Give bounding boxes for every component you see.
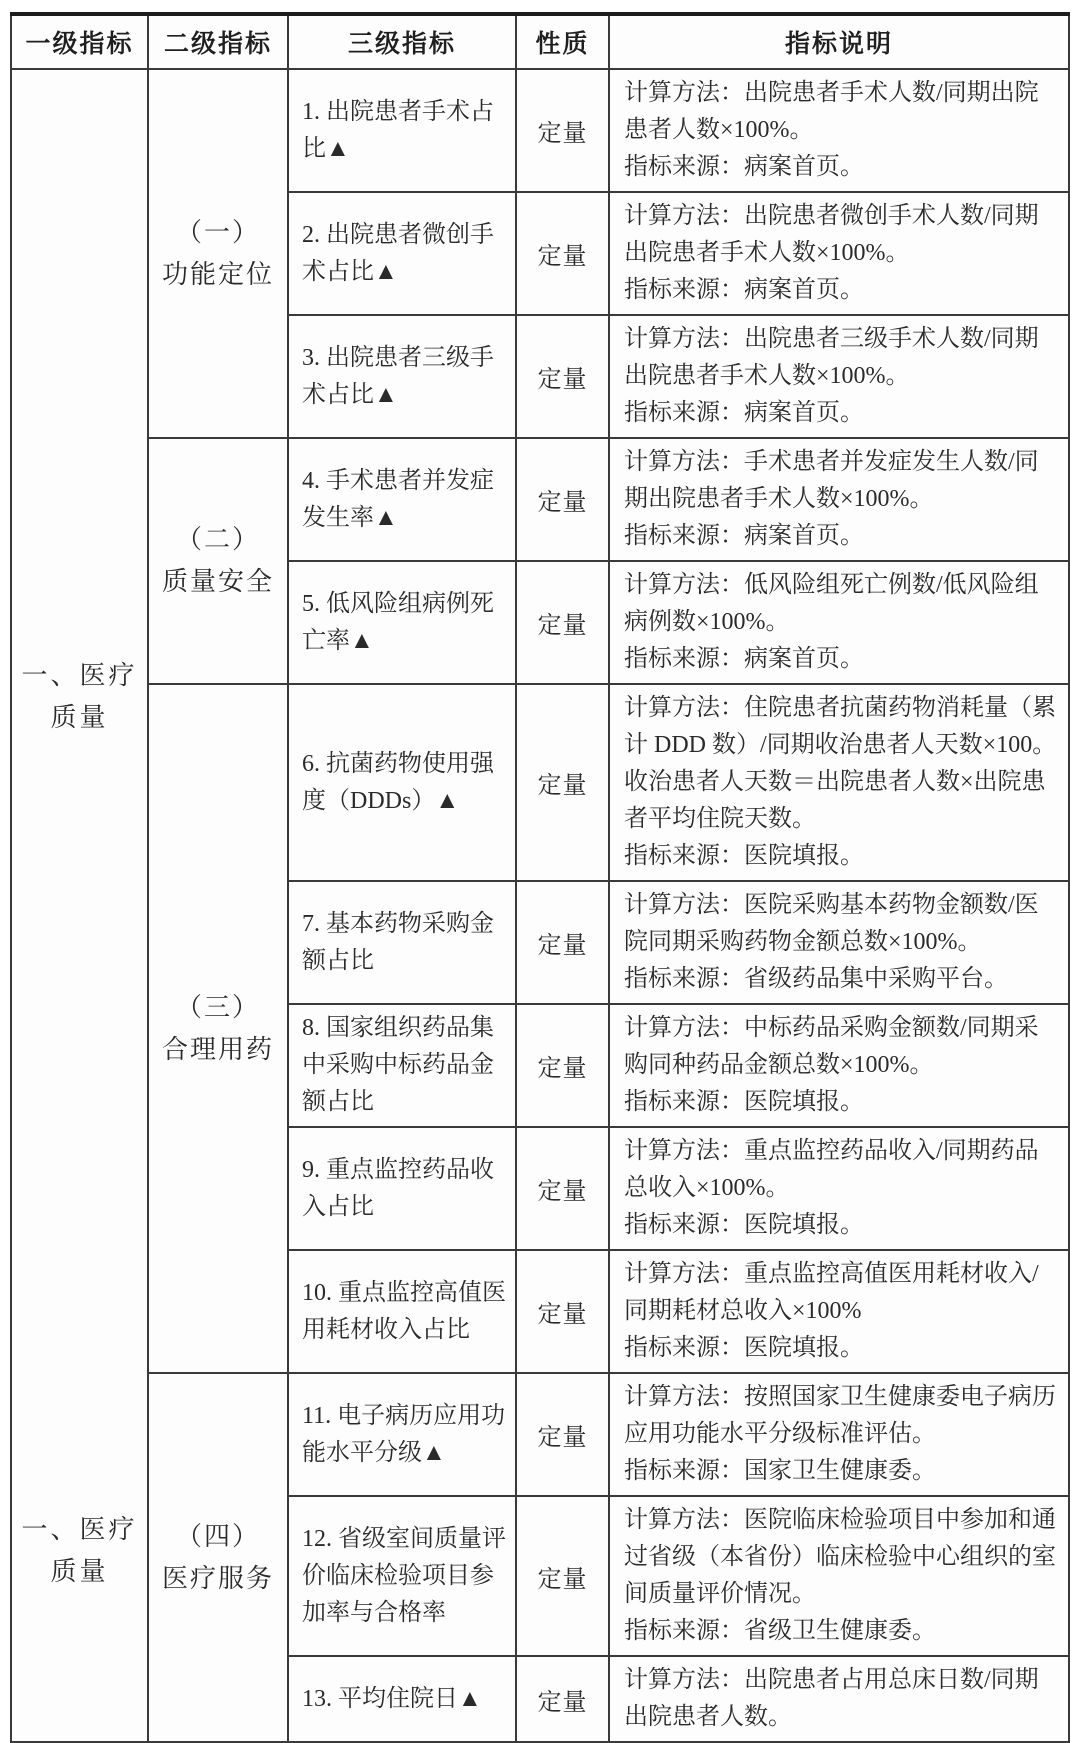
- nature-cell: 定量: [516, 192, 609, 315]
- source-text: 指标来源：国家卫生健康委。: [624, 1458, 936, 1484]
- method-text: 计算方法：低风险组死亡例数/低风险组病例数×100%。: [624, 572, 1039, 635]
- method-text: 计算方法：手术患者并发症发生人数/同期出院患者手术人数×100%。: [624, 449, 1039, 512]
- method-text: 计算方法：重点监控高值医用耗材收入/同期耗材总收入×100%: [624, 1261, 1039, 1324]
- indicator-cell: 1. 出院患者手术占比▲: [288, 69, 516, 192]
- indicator-cell: 3. 出院患者三级手术占比▲: [288, 315, 516, 438]
- method-text: 计算方法：重点监控药品收入/同期药品总收入×100%。: [624, 1138, 1039, 1201]
- source-text: 指标来源：医院填报。: [624, 1089, 864, 1115]
- source-text: 指标来源：省级卫生健康委。: [624, 1618, 936, 1644]
- nature-cell: 定量: [516, 438, 609, 561]
- indicator-cell: 4. 手术患者并发症发生率▲: [288, 438, 516, 561]
- source-text: 指标来源：医院填报。: [624, 1212, 864, 1238]
- description-cell: [609, 1496, 1069, 1656]
- indicator-cell: 10. 重点监控高值医用耗材收入占比: [288, 1250, 516, 1373]
- source-text: 指标来源：医院填报。: [624, 1335, 864, 1361]
- source-text: 指标来源：病案首页。: [624, 523, 864, 549]
- description-cell: [609, 315, 1069, 438]
- header-nature: 性质: [516, 14, 609, 69]
- method-text: 计算方法：出院患者占用总床日数/同期出院患者人数。: [624, 1667, 1039, 1730]
- indicator-cell: 11. 电子病历应用功能水平分级▲: [288, 1373, 516, 1496]
- indicator-cell: 6. 抗菌药物使用强度（DDDs）▲: [288, 684, 516, 881]
- description-cell: [609, 69, 1069, 192]
- nature-cell: 定量: [516, 561, 609, 684]
- table-row: [11, 69, 1069, 192]
- description-cell: [609, 1127, 1069, 1250]
- description-cell: [609, 1004, 1069, 1127]
- nature-cell: 定量: [516, 315, 609, 438]
- method-text: 计算方法：出院患者微创手术人数/同期出院患者手术人数×100%。: [624, 203, 1039, 266]
- method-text: 计算方法：按照国家卫生健康委电子病历应用功能水平分级标准评估。: [624, 1384, 1056, 1447]
- header-level2: 二级指标: [148, 14, 288, 69]
- description-cell: [609, 684, 1069, 881]
- description-cell: [609, 1250, 1069, 1373]
- indicator-cell: 5. 低风险组病例死亡率▲: [288, 561, 516, 684]
- description-cell: [609, 1656, 1069, 1742]
- nature-cell: 定量: [516, 69, 609, 192]
- description-cell: [609, 1373, 1069, 1496]
- source-text: 指标来源：病案首页。: [624, 154, 864, 180]
- level2-cell-service: （四） 医疗服务: [148, 1373, 288, 1742]
- source-text: 指标来源：病案首页。: [624, 400, 864, 426]
- description-cell: [609, 881, 1069, 1004]
- method-text: 计算方法：医院临床检验项目中参加和通过省级（本省份）临床检验中心组织的室间质量评价情况。: [624, 1507, 1056, 1607]
- source-text: 指标来源：省级药品集中采购平台。: [624, 966, 1008, 992]
- description-cell: [609, 192, 1069, 315]
- nature-cell: 定量: [516, 881, 609, 1004]
- indicator-cell: 2. 出院患者微创手术占比▲: [288, 192, 516, 315]
- table-row: [11, 1373, 1069, 1496]
- description-cell: [609, 438, 1069, 561]
- nature-cell: 定量: [516, 1004, 609, 1127]
- indicator-cell: 8. 国家组织药品集中采购中标药品金额占比: [288, 1004, 516, 1127]
- level2-cell-function: （一） 功能定位: [148, 69, 288, 438]
- method-text: 计算方法：出院患者手术人数/同期出院患者人数×100%。: [624, 80, 1039, 143]
- level1-label: 一、医疗 质量: [21, 1514, 138, 1586]
- source-text: 指标来源：病案首页。: [624, 277, 864, 303]
- method-text: 计算方法：中标药品采购金额数/同期采购同种药品金额总数×100%。: [624, 1015, 1039, 1078]
- level2-cell-safety: （二） 质量安全: [148, 438, 288, 684]
- source-text: 指标来源：病案首页。: [624, 646, 864, 672]
- indicator-cell: 12. 省级室间质量评价临床检验项目参加率与合格率: [288, 1496, 516, 1656]
- description-cell: [609, 561, 1069, 684]
- level1-label: 一、医疗 质量: [21, 660, 138, 732]
- method-text: 计算方法：医院采购基本药物金额数/医院同期采购药物金额总数×100%。: [624, 892, 1039, 955]
- table-row: [11, 684, 1069, 881]
- method-text: 计算方法：出院患者三级手术人数/同期出院患者手术人数×100%。: [624, 326, 1039, 389]
- header-level1: 一级指标: [11, 14, 148, 69]
- document-page: [10, 12, 1068, 1743]
- nature-cell: 定量: [516, 1373, 609, 1496]
- header-description: 指标说明: [609, 14, 1069, 69]
- indicator-cell: 9. 重点监控药品收入占比: [288, 1127, 516, 1250]
- header-row: [11, 14, 1069, 69]
- nature-cell: 定量: [516, 1496, 609, 1656]
- nature-cell: 定量: [516, 684, 609, 881]
- source-text: 指标来源：医院填报。: [624, 843, 864, 869]
- indicator-table: [10, 12, 1070, 1743]
- header-level3: 三级指标: [288, 14, 516, 69]
- nature-cell: 定量: [516, 1656, 609, 1742]
- nature-cell: 定量: [516, 1127, 609, 1250]
- table-row: [11, 438, 1069, 561]
- level2-cell-medication: （三） 合理用药: [148, 684, 288, 1373]
- indicator-cell: 13. 平均住院日▲: [288, 1656, 516, 1742]
- level1-cell: [11, 69, 148, 1742]
- method-text: 计算方法：住院患者抗菌药物消耗量（累计 DDD 数）/同期收治患者人天数×100。收治患者人天数＝出院患者人数×出院患者平均住院天数。: [624, 695, 1057, 832]
- nature-cell: 定量: [516, 1250, 609, 1373]
- indicator-cell: 7. 基本药物采购金额占比: [288, 881, 516, 1004]
